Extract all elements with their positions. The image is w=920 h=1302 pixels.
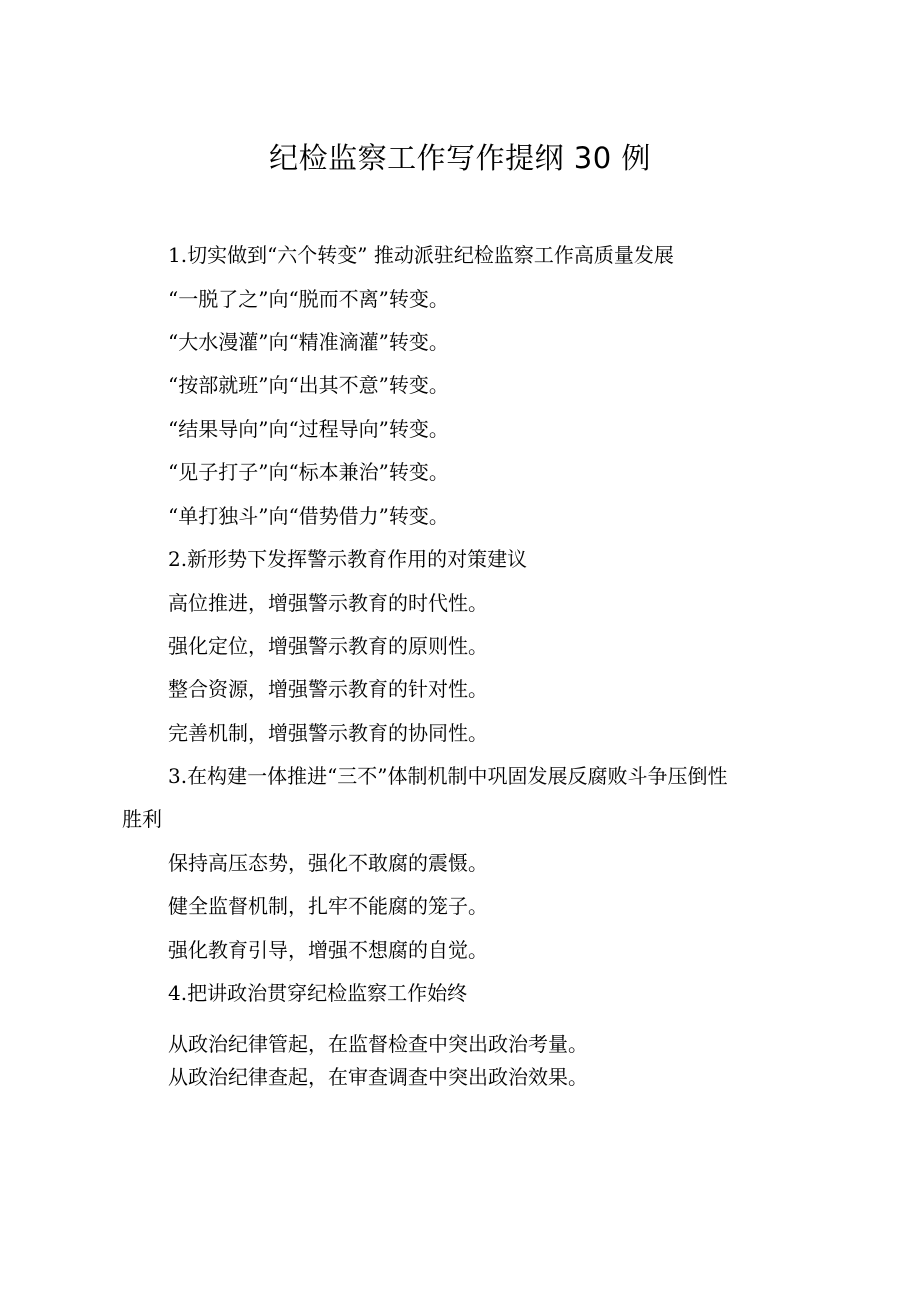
list-item: 强化教育引导，增强不想腐的自觉。	[168, 938, 488, 962]
list-item: 健全监督机制，扎牢不能腐的笼子。	[168, 894, 488, 918]
heading-2: 2.新形势下发挥警示教育作用的对策建议	[168, 547, 528, 571]
list-item: 强化定位，增强警示教育的原则性。	[168, 634, 488, 658]
heading-4: 4.把讲政治贯穿纪检监察工作始终	[168, 981, 468, 1005]
list-item: 从政治纪律管起，在监督检查中突出政治考量。	[168, 1032, 588, 1056]
list-item: 完善机制，增强警示教育的协同性。	[168, 721, 488, 745]
list-item: 保持高压态势，强化不敢腐的震慑。	[168, 851, 488, 875]
heading-3: 3.在构建一体推进“三不”体制机制中巩固发展反腐败斗争压倒性	[168, 764, 728, 788]
list-item: 整合资源，增强警示教育的针对性。	[168, 677, 488, 701]
heading-1: 1.切实做到“六个转变” 推动派驻纪检监察工作高质量发展	[168, 243, 674, 267]
list-item: “大水漫灌”向“精准滴灌”转变。	[168, 330, 449, 354]
list-item: “一脱了之”向“脱而不离”转变。	[168, 287, 449, 311]
list-item: “按部就班”向“出其不意”转变。	[168, 373, 449, 397]
list-item: “单打独斗”向“借势借力”转变。	[168, 504, 449, 528]
list-item: 高位推进，增强警示教育的时代性。	[168, 591, 488, 615]
document-title: 纪检监察工作写作提纲 30 例	[269, 141, 651, 175]
list-item: 从政治纪律查起，在审查调查中突出政治效果。	[168, 1065, 588, 1089]
list-item: “见子打子”向“标本兼治”转变。	[168, 460, 449, 484]
list-item: “结果导向”向“过程导向”转变。	[168, 417, 449, 441]
heading-3-continuation: 胜利	[122, 807, 162, 831]
